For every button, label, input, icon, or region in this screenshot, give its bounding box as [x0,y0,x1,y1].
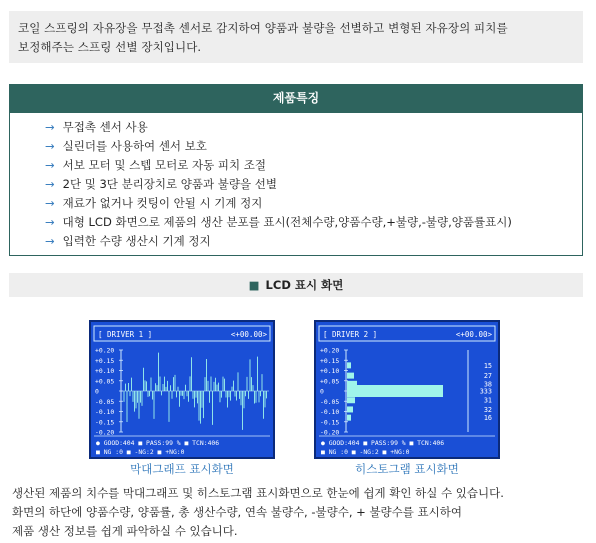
description-line: 생산된 제품의 치수를 막대그래프 및 히스토그램 표시화면으로 한눈에 쉽게 확인 하실 수 있습니다. [12,486,504,500]
feature-item [45,118,582,137]
y-axis-label: +0.20 [95,346,115,355]
arrow-right-icon: → [45,215,55,229]
feature-text: 입력한 수량 생산시 기계 정지 [62,234,211,248]
bar-graph-display [91,322,273,457]
lcd-section-title [9,273,583,297]
y-axis-label: -0.05 [95,397,115,406]
histogram-caption: 히스토그램 표시화면 [355,462,459,476]
arrow-right-icon: → [45,177,55,191]
y-axis-label: +0.10 [95,367,115,375]
feature-text: 재료가 없거나 컷팅이 안될 시 기계 정지 [62,196,263,210]
arrow-right-icon: → [45,234,55,248]
bar-graph-caption: 막대그래프 표시화면 [130,462,234,476]
y-axis-label: +0.10 [320,367,340,375]
histogram-display [316,322,498,457]
histogram-bar [347,415,351,421]
histogram-count: 31 [483,396,492,405]
histogram-count: 27 [483,372,492,381]
y-axis-label: 0 [320,387,324,396]
y-axis-label: +0.05 [320,377,340,386]
arrow-right-icon: → [45,120,55,134]
feature-text: 실린더를 사용하여 센서 보호 [62,139,207,153]
histogram-count: 38 [483,380,492,389]
y-axis-label: -0.05 [320,397,340,406]
screen-header-left: [ DRIVER 2 ] [323,330,378,339]
feature-item [45,194,582,213]
arrow-right-icon: → [45,158,55,172]
intro-line-1: 코일 스프링의 자유장을 무접촉 센서로 감지하여 양품과 불량을 선별하고 변형된 자유장의 피치를 [18,21,508,35]
screen-header-right: <+00.00> [230,330,267,339]
feature-text: 2단 및 3단 분리장치로 양품과 불량을 선별 [62,177,277,191]
feature-text: 대형 LCD 화면으로 제품의 생산 분포를 표시(전체수량,양품수량,+불량,-불량,양품률표시) [62,215,512,229]
feature-item [45,156,582,175]
description-line: 화면의 하단에 양품수량, 양품률, 총 생산수량, 연속 불량수, -불량수, + 불량수를 표시하여 [12,505,462,519]
description [12,484,592,541]
intro-line-2: 보정해주는 스프링 선별 장치입니다. [18,40,202,54]
feature-text: 서보 모터 및 스텝 모터로 자동 피치 조절 [62,158,266,172]
square-bullet-icon: ■ [248,278,260,292]
arrow-right-icon: → [45,139,55,153]
y-axis-label: 0 [95,387,99,396]
histogram-bar [347,397,355,403]
feature-item [45,137,582,156]
feature-text: 무접촉 센서 사용 [62,120,148,134]
histogram-count: 16 [483,414,492,423]
y-axis-label: -0.20 [95,428,115,437]
y-axis-label: -0.10 [95,408,115,416]
screen-header-right: <+00.00> [455,330,492,339]
screen-footer-line-2: ■ NG :0 ■ -NG:2 ■ +NG:0 [321,448,410,456]
screen-footer-line-1: ● GOOD:404 ■ PASS:99 % ■ TCN:406 [96,439,220,447]
histogram-count: 333 [479,387,492,396]
histogram-count: 32 [483,405,492,414]
arrow-right-icon: → [45,196,55,210]
y-axis-label: +0.15 [95,356,115,365]
screen-header-left: [ DRIVER 1 ] [98,330,153,339]
histogram-bar [347,373,354,379]
y-axis-label: -0.10 [320,408,340,416]
y-axis-label: +0.15 [320,356,340,365]
lcd-title-text: LCD 표시 화면 [265,278,344,292]
y-axis-label: +0.05 [95,377,115,386]
histogram-screen [314,320,500,459]
feature-item [45,213,582,232]
screen-footer-line-2: ■ NG :0 ■ -NG:2 ■ +NG:0 [96,448,185,456]
y-axis-label: -0.20 [320,428,340,437]
y-axis-label: -0.15 [320,418,340,427]
features-list [9,113,583,256]
y-axis-label: -0.15 [95,418,115,427]
histogram-bar [347,385,443,397]
feature-item [45,175,582,194]
intro-box [9,11,583,63]
screen-footer-line-1: ● GOOD:404 ■ PASS:99 % ■ TCN:406 [321,439,445,447]
bar-graph-screen [89,320,275,459]
feature-item [45,232,582,251]
histogram-bar [347,406,353,412]
description-line: 제품 생산 정보를 쉽게 파악하실 수 있습니다. [12,524,238,538]
features-title: 제품특징 [9,84,583,113]
histogram-bar [347,362,351,368]
y-axis-label: +0.20 [320,346,340,355]
histogram-count: 15 [483,361,492,370]
